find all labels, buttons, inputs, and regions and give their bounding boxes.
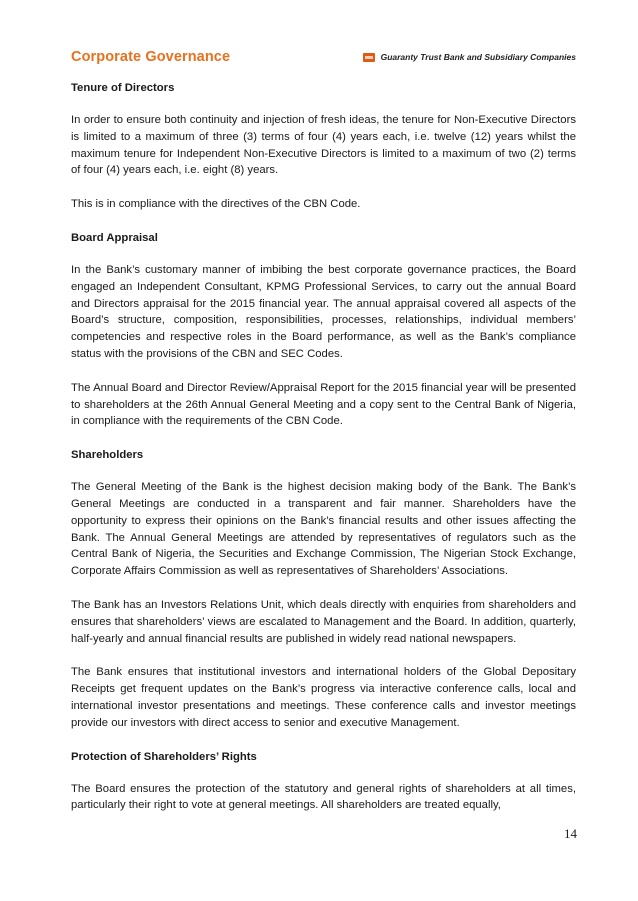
section-heading: Board Appraisal xyxy=(71,231,158,244)
paragraph: This is in compliance with the directives of the CBN Code. xyxy=(71,198,361,211)
section-shareholders xyxy=(71,447,576,731)
paragraph: The Annual Board and Director Review/Appraisal Report for the 2015 financial year will be presented to shareholders at the 26th Annual General Meeting and a copy sent to the Central Bank of Nigeria, in compliance with the requirements of the CBN Code. xyxy=(71,381,576,428)
paragraph: In the Bank’s customary manner of imbibing the best corporate governance practices, the Board engaged an Independent Consultant, KPMG Professional Services, to carry out the annual Board and Directors appraisal for the 2015 financial year. The annual appraisal covered all aspects of the Board’s structure, composition, responsibilities, processes, relationships, individual members’ competencies and respective roles in the Board performance, as well as the Bank’s compliance status with the provisions of the CBN and SEC Codes. xyxy=(71,263,576,360)
section-heading: Protection of Shareholders’ Rights xyxy=(71,750,257,763)
section-tenure-of-directors xyxy=(71,80,576,213)
header-company-name: Guaranty Trust Bank and Subsidiary Companies xyxy=(380,52,576,62)
section-board-appraisal xyxy=(71,230,576,430)
header-title: Corporate Governance xyxy=(71,49,231,65)
section-heading: Shareholders xyxy=(71,449,144,462)
page-number: 14 xyxy=(564,826,577,841)
paragraph: The Bank has an Investors Relations Unit, which deals directly with enquiries from shareholders and ensures that shareholders’ views are escalated to Management and the Board. In addition, quarterly, half-yearly and annual financial results are published in widely read national newspapers. xyxy=(71,598,576,645)
section-heading: Tenure of Directors xyxy=(71,82,175,94)
paragraph: In order to ensure both continuity and injection of fresh ideas, the tenure for Non-Executive Directors is limited to a maximum of three (3) terms of four (4) years each, i.e. twelve (12) years whilst the maximum tenure for Independent Non-Executive Directors is limited to a maximum of two (2) terms of four (4) years each, i.e. eight (8) years. xyxy=(71,114,576,177)
document-body xyxy=(71,80,576,831)
page-header xyxy=(71,49,576,69)
paragraph: The Bank ensures that institutional investors and international holders of the Global Depositary Receipts get frequent updates on the Bank’s progress via interactive conference calls, local and international investor presentations and meetings. These conference calls and investor meetings provide our investors with direct access to senior and executive Management. xyxy=(71,666,576,729)
header-company-block xyxy=(363,52,576,62)
section-protection-of-shareholders-rights xyxy=(71,749,576,815)
paragraph: The Board ensures the protection of the statutory and general rights of shareholders at all times, particularly their right to vote at general meetings. All shareholders are treated equally, xyxy=(71,782,576,812)
paragraph: The General Meeting of the Bank is the highest decision making body of the Bank. The Bank’s General Meetings are conducted in a transparent and fair manner. Shareholders have the opportunity to express their opinions on the Bank’s financial results and other issues affecting the Bank. The Annual General Meetings are attended by representatives of regulators such as the Central Bank of Nigeria, the Securities and Exchange Commission, The Nigerian Stock Exchange, Corporate Affairs Commission as well as representatives of Shareholders’ Associations. xyxy=(71,481,576,578)
gtbank-logo-icon xyxy=(363,53,375,62)
